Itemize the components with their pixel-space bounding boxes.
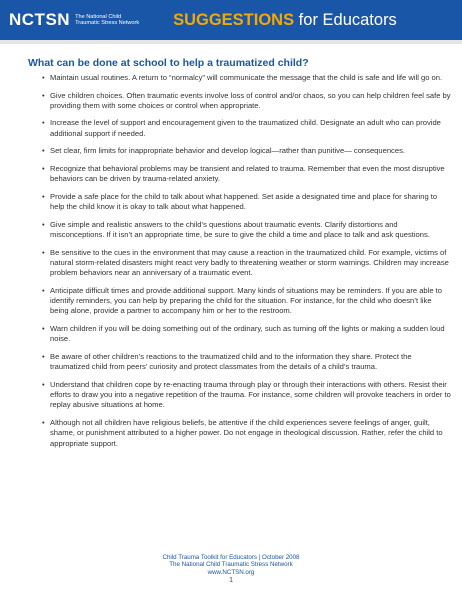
title-rest: for Educators — [294, 10, 397, 29]
suggestion-item: • Give children choices. Often traumatic events involve loss of control and/or chaos, so you can help children feel safe by providing them with some choices or control when appropriate. — [42, 91, 452, 112]
suggestion-item: • Warn children if you will be doing something out of the ordinary, such as turning off the lights or making a sudden loud noise. — [42, 324, 452, 345]
suggestion-item: • Give simple and realistic answers to the child’s questions about traumatic events. Clarify distortions and misconceptions. If it isn’t an appropriate time, be sure to give the child a time and place to talk and ask questions. — [42, 220, 452, 241]
suggestion-item: • Understand that children cope by re-enacting trauma through play or through their interactions with others. Resist their efforts to draw you into a negative repetition of the trauma. For instance, some children will provoke teachers in order to replay abusive situations at home. — [42, 380, 452, 411]
suggestion-item: • Be sensitive to the cues in the environment that may cause a reaction in the traumatized child. For example, victims of natural storm-related disasters might react very badly to threatening weather or storm warnings. Children may increase problem behaviors near an anniversary of a traumatic event. — [42, 248, 452, 279]
footer-toolkit-line: Child Trauma Toolkit for Educators | October 2008 — [162, 554, 300, 561]
logo-wordmark: NCTSN — [9, 10, 71, 29]
suggestion-item: • Provide a safe place for the child to talk about what happened. Set aside a designated time and place for sharing to help the child know it is okay to talk about what happened. — [42, 192, 452, 213]
page-footer — [0, 554, 462, 584]
logo-subtitle: The National Child Traumatic Stress Network — [75, 13, 140, 26]
page-title — [173, 11, 397, 30]
suggestion-item: • Anticipate difficult times and provide additional support. Many kinds of situations may be reminders. If you are able to identify reminders, you can help by preparing the child for the situation. For instance, for the child who doesn’t like being alone, provide a partner to accompany him or her to the restroom. — [42, 286, 452, 317]
header-divider — [0, 40, 462, 44]
nctsn-logo — [9, 10, 145, 30]
header-bar — [0, 0, 462, 40]
footer-network-line: The National Child Traumatic Stress Network — [169, 561, 293, 569]
title-emphasis: SUGGESTIONS — [173, 10, 295, 29]
suggestion-item: • Set clear, firm limits for inappropriate behavior and develop logical—rather than punitive— consequences. — [42, 146, 452, 156]
section-heading: What can be done at school to help a traumatized child? — [28, 57, 309, 69]
suggestion-list — [42, 73, 452, 456]
page-number: 1 — [228, 575, 234, 585]
suggestion-item: • Although not all children have religious beliefs, be attentive if the child experiences severe feelings of anger, guilt, shame, or punishment attributed to a higher power. Do not engage in theological discussion. Rather, refer the child to appropriate support. — [42, 418, 452, 449]
suggestion-item: • Recognize that behavioral problems may be transient and related to trauma. Remember that even the most disruptive behaviors can be driven by trauma-related anxiety. — [42, 164, 452, 185]
suggestion-item: • Be aware of other children’s reactions to the traumatized child and to the information they share. Protect the traumatized child from peers’ curiosity and protect classmates from the details of a child’s trauma. — [42, 352, 452, 373]
suggestion-item: • Maintain usual routines. A return to “normalcy” will communicate the message that the child is safe and life will go on. — [42, 73, 452, 83]
suggestion-item: • Increase the level of support and encouragement given to the traumatized child. Designate an adult who can provide additional support if needed. — [42, 118, 452, 139]
footer-website-link[interactable]: www.NCTSN.org — [207, 568, 255, 576]
